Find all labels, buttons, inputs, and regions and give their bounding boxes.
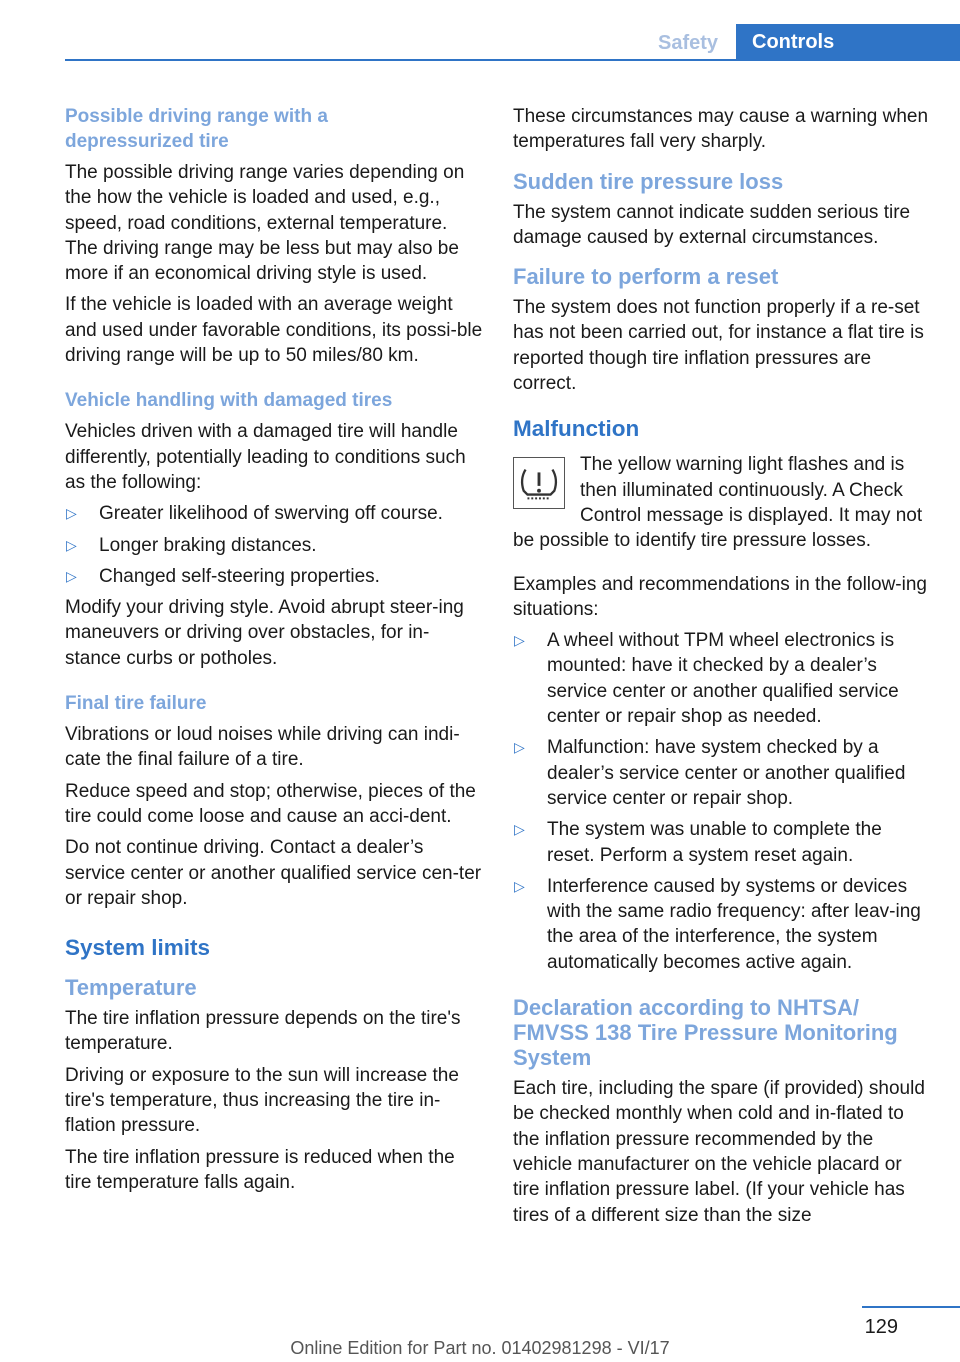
tab-controls[interactable]: Controls <box>736 24 960 61</box>
bullet-triangle-icon: ▷ <box>66 505 77 522</box>
list-item: ▷ A wheel without TPM wheel electronics is mounted: have it checked by a dealer’s service center or another qualified service center or repair shop as needed. <box>514 630 899 728</box>
list-item: ▷ Interference caused by systems or devices with the same radio frequency: after leav-ing the area of the interference, the system automatically becomes active again. <box>514 875 921 973</box>
heading-malfunction: Malfunction <box>513 416 640 442</box>
malfunction-list <box>513 628 933 975</box>
bullet-triangle-icon: ▷ <box>514 739 525 756</box>
list-item: ▷ Greater likelihood of swerving off course. <box>65 501 483 526</box>
bullet-triangle-icon: ▷ <box>514 877 525 894</box>
paragraph: The yellow warning light flashes and is then illuminated continuously. A Check Control message is displayed. It may not be possible to identify tire pressure losses. <box>513 454 923 552</box>
paragraph: The possible driving range varies depending on the how the vehicle is loaded and used, e.g., speed, road conditions, external temperature. The driving range may be less but may also be more if an economical driving style is used. <box>65 162 465 285</box>
tire-pressure-warning-icon <box>513 457 565 509</box>
bullet-triangle-icon: ▷ <box>514 632 525 649</box>
paragraph: If the vehicle is loaded with an average weight and used under favorable conditions, its possi-ble driving range will be up to 50 miles/80 km. <box>65 294 483 367</box>
list-item: ▷ Malfunction: have system checked by a dealer’s service center or another qualified service center or repair shop. <box>514 737 906 809</box>
handling-list <box>65 501 483 589</box>
heading-driving-range: Possible driving range with a depressurized tire <box>65 106 328 152</box>
heading-declaration: Declaration according to NHTSA/ FMVSS 138 Tire Pressure Monitoring System <box>513 995 898 1071</box>
paragraph: These circumstances may cause a warning when temperatures fall very sharply. <box>513 106 929 153</box>
right-column <box>513 104 933 1234</box>
list-item: ▷ Changed self-steering properties. <box>65 564 483 589</box>
paragraph: Modify your driving style. Avoid abrupt steer-ing maneuvers or driving over obstacles, for in-stance curbs or potholes. <box>65 597 464 669</box>
edition-footer: Online Edition for Part no. 01402981298 - VI/17 <box>290 1338 670 1358</box>
paragraph: The system does not function properly if a re-set has not been carried out, for instance a flat tire is reported though tire inflation pressures are correct. <box>513 297 924 395</box>
paragraph: Reduce speed and stop; otherwise, pieces of the tire could come loose and cause an acci-dent. <box>65 780 476 827</box>
heading-sudden-pressure-loss: Sudden tire pressure loss <box>513 168 784 194</box>
bullet-triangle-icon: ▷ <box>66 536 77 553</box>
heading-system-limits: System limits <box>65 935 211 961</box>
heading-temperature: Temperature <box>65 975 197 1001</box>
page-number: 129 <box>864 1316 898 1338</box>
left-column <box>65 104 483 1201</box>
heading-vehicle-handling: Vehicle handling with damaged tires <box>65 390 393 412</box>
paragraph: Driving or exposure to the sun will increase the tire's temperature, thus increasing the tire in-flation pressure. <box>65 1064 459 1137</box>
list-item: ▷ Longer braking distances. <box>65 533 483 558</box>
bullet-triangle-icon: ▷ <box>514 821 525 838</box>
bullet-triangle-icon: ▷ <box>66 567 77 584</box>
paragraph: The tire inflation pressure depends on the tire's temperature. <box>65 1008 461 1055</box>
malfunction-block <box>513 452 933 553</box>
paragraph: Each tire, including the spare (if provided) should be checked monthly when cold and in-flated to the inflation pressure recommended by the vehicle manufacturer on the vehicle placard or tire inflation pressure label. (If your vehicle has tires of a different size than the size <box>513 1078 925 1226</box>
list-item: ▷ The system was unable to complete the reset. Perform a system reset again. <box>514 819 882 866</box>
tab-safety[interactable]: Safety <box>657 32 719 54</box>
paragraph: Do not continue driving. Contact a dealer’s service center or another qualified service cen-ter or repair shop. <box>65 837 482 909</box>
heading-final-tire-failure: Final tire failure <box>65 693 207 715</box>
footer-rule <box>862 1306 960 1308</box>
paragraph: Vibrations or loud noises while driving can indi-cate the final failure of a tire. <box>65 724 460 771</box>
paragraph: The system cannot indicate sudden serious tire damage caused by external circumstances. <box>513 201 911 248</box>
paragraph: Examples and recommendations in the follow-ing situations: <box>513 573 927 620</box>
heading-failure-reset: Failure to perform a reset <box>513 264 779 290</box>
paragraph: Vehicles driven with a damaged tire will handle differently, potentially leading to conditions such as the following: <box>65 421 466 493</box>
paragraph: The tire inflation pressure is reduced when the tire temperature falls again. <box>65 1146 455 1193</box>
